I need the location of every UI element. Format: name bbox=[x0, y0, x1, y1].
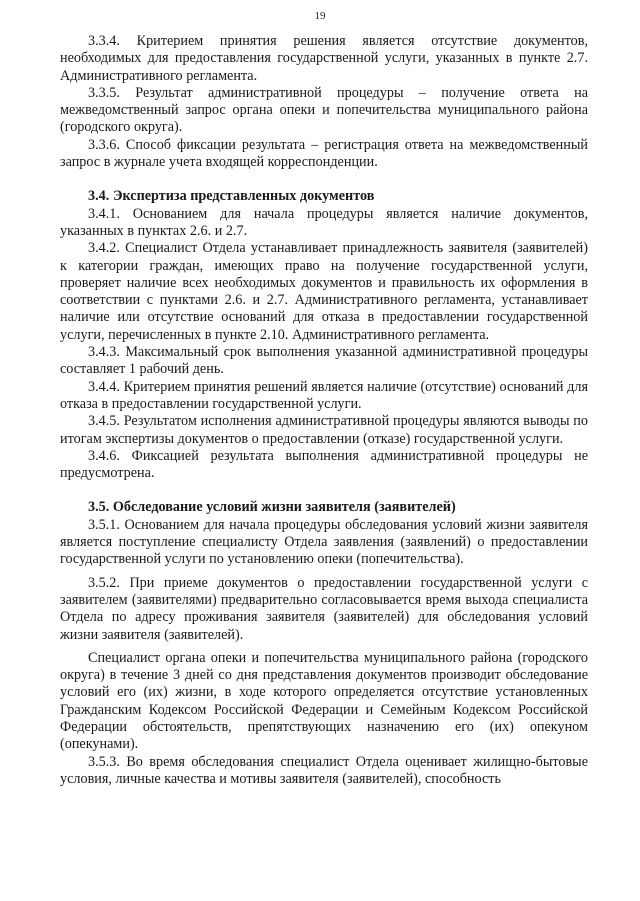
page-number: 19 bbox=[314, 10, 326, 22]
paragraph-3-5-2: 3.5.2. При приеме документов о предоставлении государственной услуги с заявителем (заявителями) предварительно согласовывается время выхода специалиста Отдела по адресу проживания заявителя (заявителей) для обследования условий жизни заявителя (заявителей). bbox=[60, 574, 588, 643]
paragraph-3-3-4: 3.3.4. Критерием принятия решения является отсутствие документов, необходимых для предоставления государственной услуги, указанных в пункте 2.7. Административного регламента. bbox=[60, 33, 588, 84]
paragraph-3-4-5: 3.4.5. Результатом исполнения административной процедуры являются выводы по итогам экспертизы документов о предоставлении (отказе) государственной услуги. bbox=[60, 413, 588, 447]
paragraph-3-4-4: 3.4.4. Критерием принятия решений является наличие (отсутствие) оснований для отказа в предоставлении государственной услуги. bbox=[60, 378, 588, 412]
paragraph-3-5-3: 3.5.3. Во время обследования специалист Отдела оценивает жилищно-бытовые условия, личные качества и мотивы заявителя (заявителей), способность bbox=[60, 753, 588, 787]
paragraph-3-4-6: 3.4.6. Фиксацией результата выполнения административной процедуры не предусмотрена. bbox=[60, 447, 588, 482]
paragraph-3-4-1: 3.4.1. Основанием для начала процедуры является наличие документов, указанных в пунктах 2.6. и 2.7. bbox=[60, 205, 588, 239]
section-heading-3-4: 3.4. Экспертиза представленных документов bbox=[88, 188, 375, 205]
document-body bbox=[60, 33, 588, 788]
paragraph-specialist: Специалист органа опеки и попечительства муниципального района (городского округа) в течение 3 дней со дня представления документов производит обследование условий его (их) жизни, в ходе которого определяется отсутствие установленных Гражданским Кодексом Российской Федерации и Семейным Кодексом Российской Федерации обстоятельств, препятствующих назначению его (их) опекуном (опекунами). bbox=[60, 649, 588, 753]
paragraph-3-3-6: 3.3.6. Способ фиксации результата – регистрация ответа на межведомственный запрос в журнале учета входящей корреспонденции. bbox=[60, 136, 588, 171]
spacer bbox=[60, 482, 588, 499]
spacer bbox=[60, 171, 588, 188]
paragraph-3-4-2: 3.4.2. Специалист Отдела устанавливает принадлежность заявителя (заявителей) к категории граждан, имеющих право на получение государственной услуги, проверяет наличие всех необходимых документов и правильность их оформления в соответствии с пунктами 2.6. и 2.7. Административного регламента, устанавливает наличие или отсутствие оснований для отказа в предоставлении государственной услуги, перечисленных в пункте 2.10. Административного регламента. bbox=[60, 240, 588, 343]
paragraph-3-5-1: 3.5.1. Основанием для начала процедуры обследования условий жизни заявителя является поступление специалисту Отдела заявления (заявлений) о предоставлении государственной услуги по установлению опеки (попечительства). bbox=[60, 516, 588, 568]
section-heading-3-5: 3.5. Обследование условий жизни заявителя (заявителей) bbox=[88, 499, 456, 516]
paragraph-3-3-5: 3.3.5. Результат административной процедуры – получение ответа на межведомственный запрос органа опеки и попечительства муниципального района (городского округа). bbox=[60, 84, 588, 136]
paragraph-3-4-3: 3.4.3. Максимальный срок выполнения указанной административной процедуры составляет 1 рабочий день. bbox=[60, 344, 588, 378]
